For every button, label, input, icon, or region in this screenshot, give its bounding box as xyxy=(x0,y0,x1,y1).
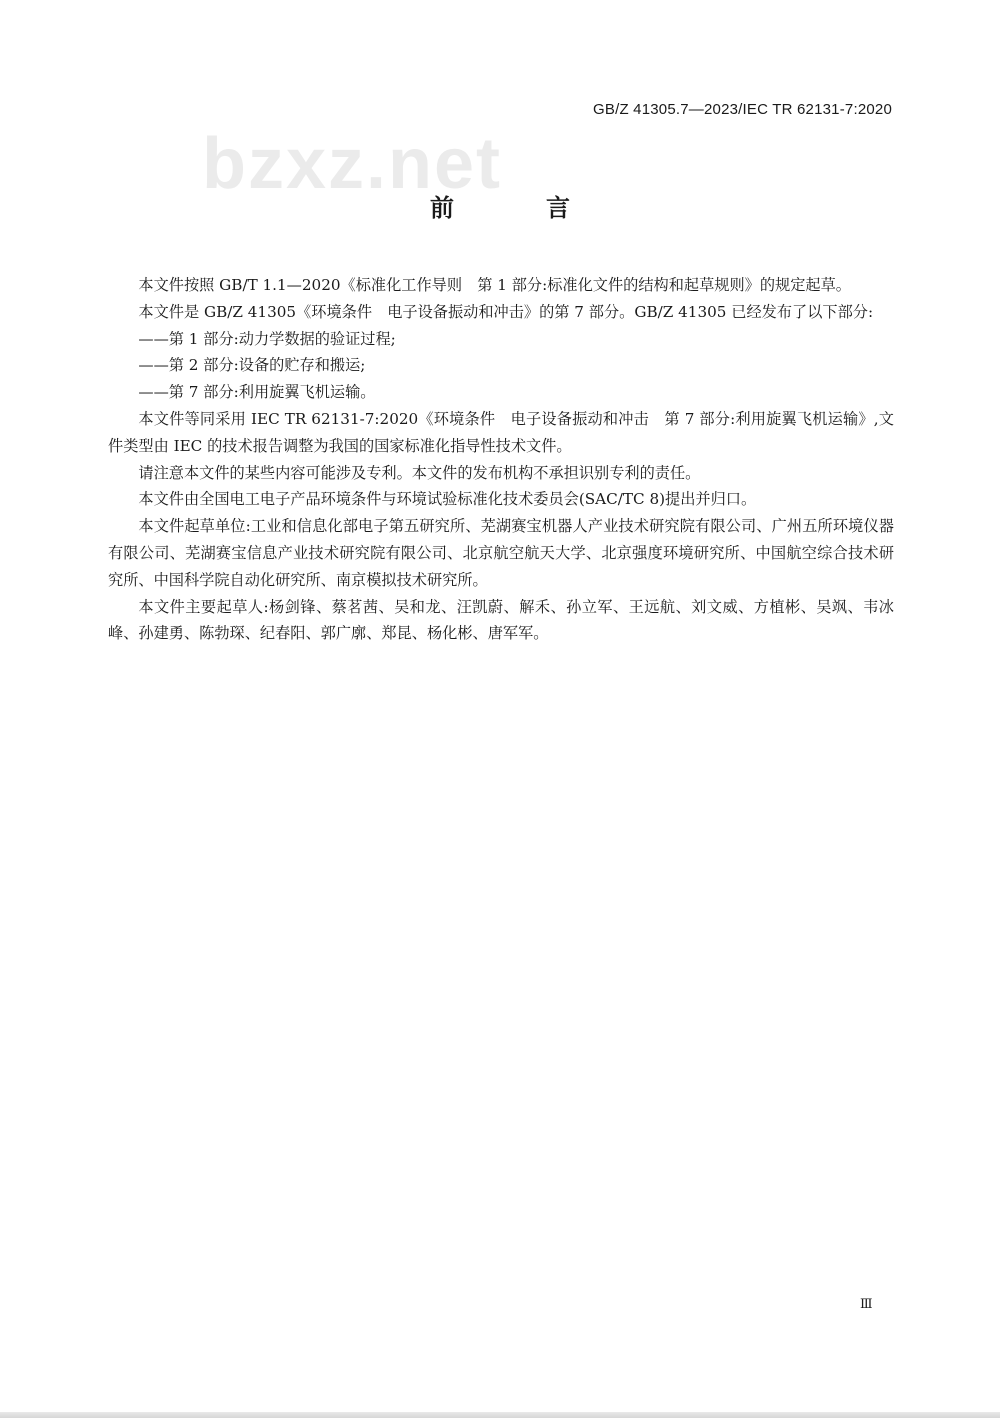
page-title: 前 言 xyxy=(430,194,604,222)
paragraph-series-info: 本文件是 GB/Z 41305《环境条件 电子设备振动和冲击》的第 7 部分。GB/Z 41305 已经发布了以下部分: xyxy=(138,302,874,321)
list-item-part-2: ——第 2 部分:设备的贮存和搬运; xyxy=(138,356,366,375)
watermark: bzxz.net xyxy=(202,124,503,204)
standard-code: GB/Z 41305.7—2023/IEC TR 62131-7:2020 xyxy=(593,101,892,118)
paragraph-drafting-units: 本文件起草单位:工业和信息化部电子第五研究所、芜湖赛宝机器人产业技术研究院有限公司、广州五所环境仪器有限公司、芜湖赛宝信息产业技术研究院有限公司、北京航空航天大学、北京强度环境研究所、中国航空综合技术研究所、中国科学院自动化研究所、南京模拟技术研究所。 xyxy=(108,517,894,589)
list-item-part-1: ——第 1 部分:动力学数据的验证过程; xyxy=(138,329,396,348)
page-number: Ⅲ xyxy=(860,1297,873,1312)
list-item-part-7: ——第 7 部分:利用旋翼飞机运输。 xyxy=(138,383,376,402)
paragraph-adoption: 本文件等同采用 IEC TR 62131-7:2020《环境条件 电子设备振动和冲击 第 7 部分:利用旋翼飞机运输》,文件类型由 IEC 的技术报告调整为我国的国家标准化指导性技术文件。 xyxy=(108,409,894,455)
paragraph-drafters: 本文件主要起草人:杨剑锋、蔡茗茜、吴和龙、汪凯蔚、解禾、孙立军、王远航、刘文威、方植彬、吴飒、韦冰峰、孙建勇、陈勃琛、纪春阳、郭广廓、郑昆、杨化彬、唐军军。 xyxy=(108,597,894,643)
page-bottom-edge xyxy=(0,1412,1000,1418)
paragraph-patent-notice: 请注意本文件的某些内容可能涉及专利。本文件的发布机构不承担识别专利的责任。 xyxy=(138,463,701,482)
paragraph-committee: 本文件由全国电工电子产品环境条件与环境试验标准化技术委员会(SAC/TC 8)提出并归口。 xyxy=(138,490,757,509)
foreword-body xyxy=(108,272,894,647)
paragraph-drafting-rules: 本文件按照 GB/T 1.1—2020《标准化工作导则 第 1 部分:标准化文件的结构和起草规则》的规定起草。 xyxy=(138,276,851,294)
